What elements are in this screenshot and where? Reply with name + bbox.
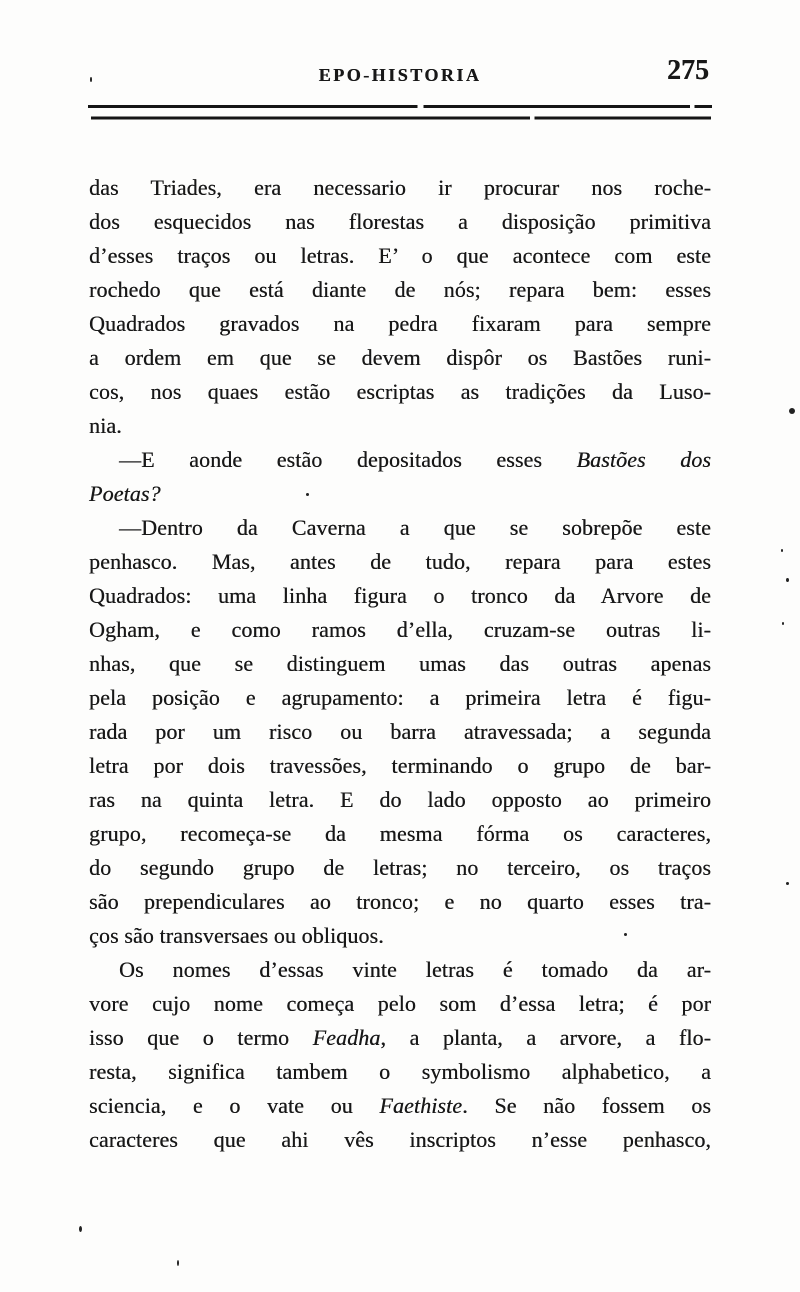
scan-speck bbox=[789, 408, 795, 414]
text-line bbox=[89, 171, 711, 205]
text-line bbox=[89, 511, 711, 545]
text-line bbox=[89, 817, 711, 851]
text-segment: d’esses traços ou letras. E’ o que acontece com este bbox=[89, 243, 711, 268]
italic-text: Feadha bbox=[312, 1025, 381, 1050]
text-segment: penhasco. Mas, antes de tudo, repara para estes bbox=[89, 549, 711, 574]
text-segment: resta, significa tambem o symbolismo alphabetico, a bbox=[89, 1059, 711, 1084]
text-line bbox=[89, 375, 711, 409]
text-segment: a ordem em que se devem dispôr os Bastões runi- bbox=[89, 345, 711, 370]
text-line bbox=[89, 681, 711, 715]
text-segment: grupo, recomeça-se da mesma fórma os caracteres, bbox=[89, 821, 711, 846]
header-rule-bottom bbox=[91, 117, 711, 120]
text-line bbox=[89, 443, 711, 477]
text-segment: nhas, que se distinguem umas das outras apenas bbox=[89, 651, 711, 676]
text-line bbox=[89, 647, 711, 681]
text-segment: ços são transversaes ou obliquos. bbox=[89, 923, 384, 948]
text-line bbox=[89, 579, 711, 613]
scan-speck bbox=[90, 77, 92, 82]
text-line bbox=[89, 307, 711, 341]
italic-text: Poetas? bbox=[89, 481, 161, 506]
text-segment: sciencia, e o vate ou bbox=[89, 1093, 380, 1118]
text-segment: cos, nos quaes estão escriptas as tradições da Luso- bbox=[89, 379, 711, 404]
scan-speck bbox=[79, 1226, 82, 1232]
text-segment: . Se não fossem os bbox=[462, 1093, 712, 1118]
text-segment: isso que o termo bbox=[89, 1025, 313, 1050]
text-line bbox=[89, 987, 711, 1021]
text-line bbox=[89, 783, 711, 817]
text-line bbox=[89, 239, 711, 273]
text-segment: —Dentro da Caverna a que se sobrepõe este bbox=[119, 515, 711, 540]
text-line bbox=[89, 1123, 711, 1157]
text-segment: dos esquecidos nas florestas a disposição primitiva bbox=[89, 209, 711, 234]
text-segment: letra por dois travessões, terminando o grupo de bar- bbox=[89, 753, 711, 778]
text-segment: , a planta, a arvore, a flo- bbox=[380, 1025, 712, 1050]
text-segment: vore cujo nome começa pelo som d’essa letra; é por bbox=[89, 991, 711, 1016]
text-line bbox=[89, 749, 711, 783]
text-segment: caracteres que ahi vês inscriptos n’esse penhasco, bbox=[89, 1127, 711, 1152]
text-segment: rada por um risco ou barra atravessada; a segunda bbox=[89, 719, 711, 744]
text-line bbox=[89, 953, 711, 987]
text-line bbox=[89, 885, 711, 919]
running-head bbox=[89, 55, 711, 98]
body-text bbox=[89, 171, 711, 1157]
text-segment: das Triades, era necessario ir procurar nos roche- bbox=[89, 175, 711, 200]
scan-speck bbox=[782, 622, 784, 625]
text-segment: rochedo que está diante de nós; repara bem: esses bbox=[89, 277, 711, 302]
scan-speck bbox=[624, 933, 627, 936]
page-title: EPO-HISTORIA bbox=[318, 65, 482, 85]
scan-speck bbox=[786, 578, 789, 582]
text-segment: —E aonde estão depositados esses bbox=[119, 447, 577, 472]
italic-text: Faethiste bbox=[379, 1093, 463, 1118]
text-segment: Quadrados gravados na pedra fixaram para sempre bbox=[89, 311, 711, 336]
text-segment: ras na quinta letra. E do lado opposto ao primeiro bbox=[89, 787, 711, 812]
text-segment: Os nomes d’essas vinte letras é tomado da ar- bbox=[119, 957, 711, 982]
text-line bbox=[89, 273, 711, 307]
text-segment: Quadrados: uma linha figura o tronco da Arvore de bbox=[89, 583, 711, 608]
text-segment: Ogham, e como ramos d’ella, cruzam-se outras li- bbox=[89, 617, 711, 642]
text-line bbox=[89, 477, 711, 511]
scan-speck bbox=[786, 882, 789, 885]
text-line bbox=[89, 715, 711, 749]
text-line bbox=[89, 1089, 711, 1123]
page-number: 275 bbox=[667, 55, 709, 86]
scan-speck bbox=[781, 549, 783, 552]
text-segment: nia. bbox=[89, 413, 122, 438]
text-segment: pela posição e agrupamento: a primeira letra é figu- bbox=[89, 685, 711, 710]
text-line bbox=[89, 545, 711, 579]
text-line bbox=[89, 205, 711, 239]
text-line bbox=[89, 613, 711, 647]
text-segment: são prependiculares ao tronco; e no quarto esses tra- bbox=[89, 889, 711, 914]
scan-speck bbox=[177, 1260, 179, 1266]
italic-text: Bastões dos bbox=[576, 447, 712, 472]
text-line bbox=[89, 919, 711, 953]
text-line bbox=[89, 1021, 711, 1055]
text-line bbox=[89, 851, 711, 885]
text-line bbox=[89, 341, 711, 375]
scan-speck bbox=[306, 493, 309, 496]
text-line bbox=[89, 1055, 711, 1089]
text-line bbox=[89, 409, 711, 443]
header-rule-top bbox=[88, 105, 712, 108]
text-segment: do segundo grupo de letras; no terceiro, os traços bbox=[89, 855, 711, 880]
